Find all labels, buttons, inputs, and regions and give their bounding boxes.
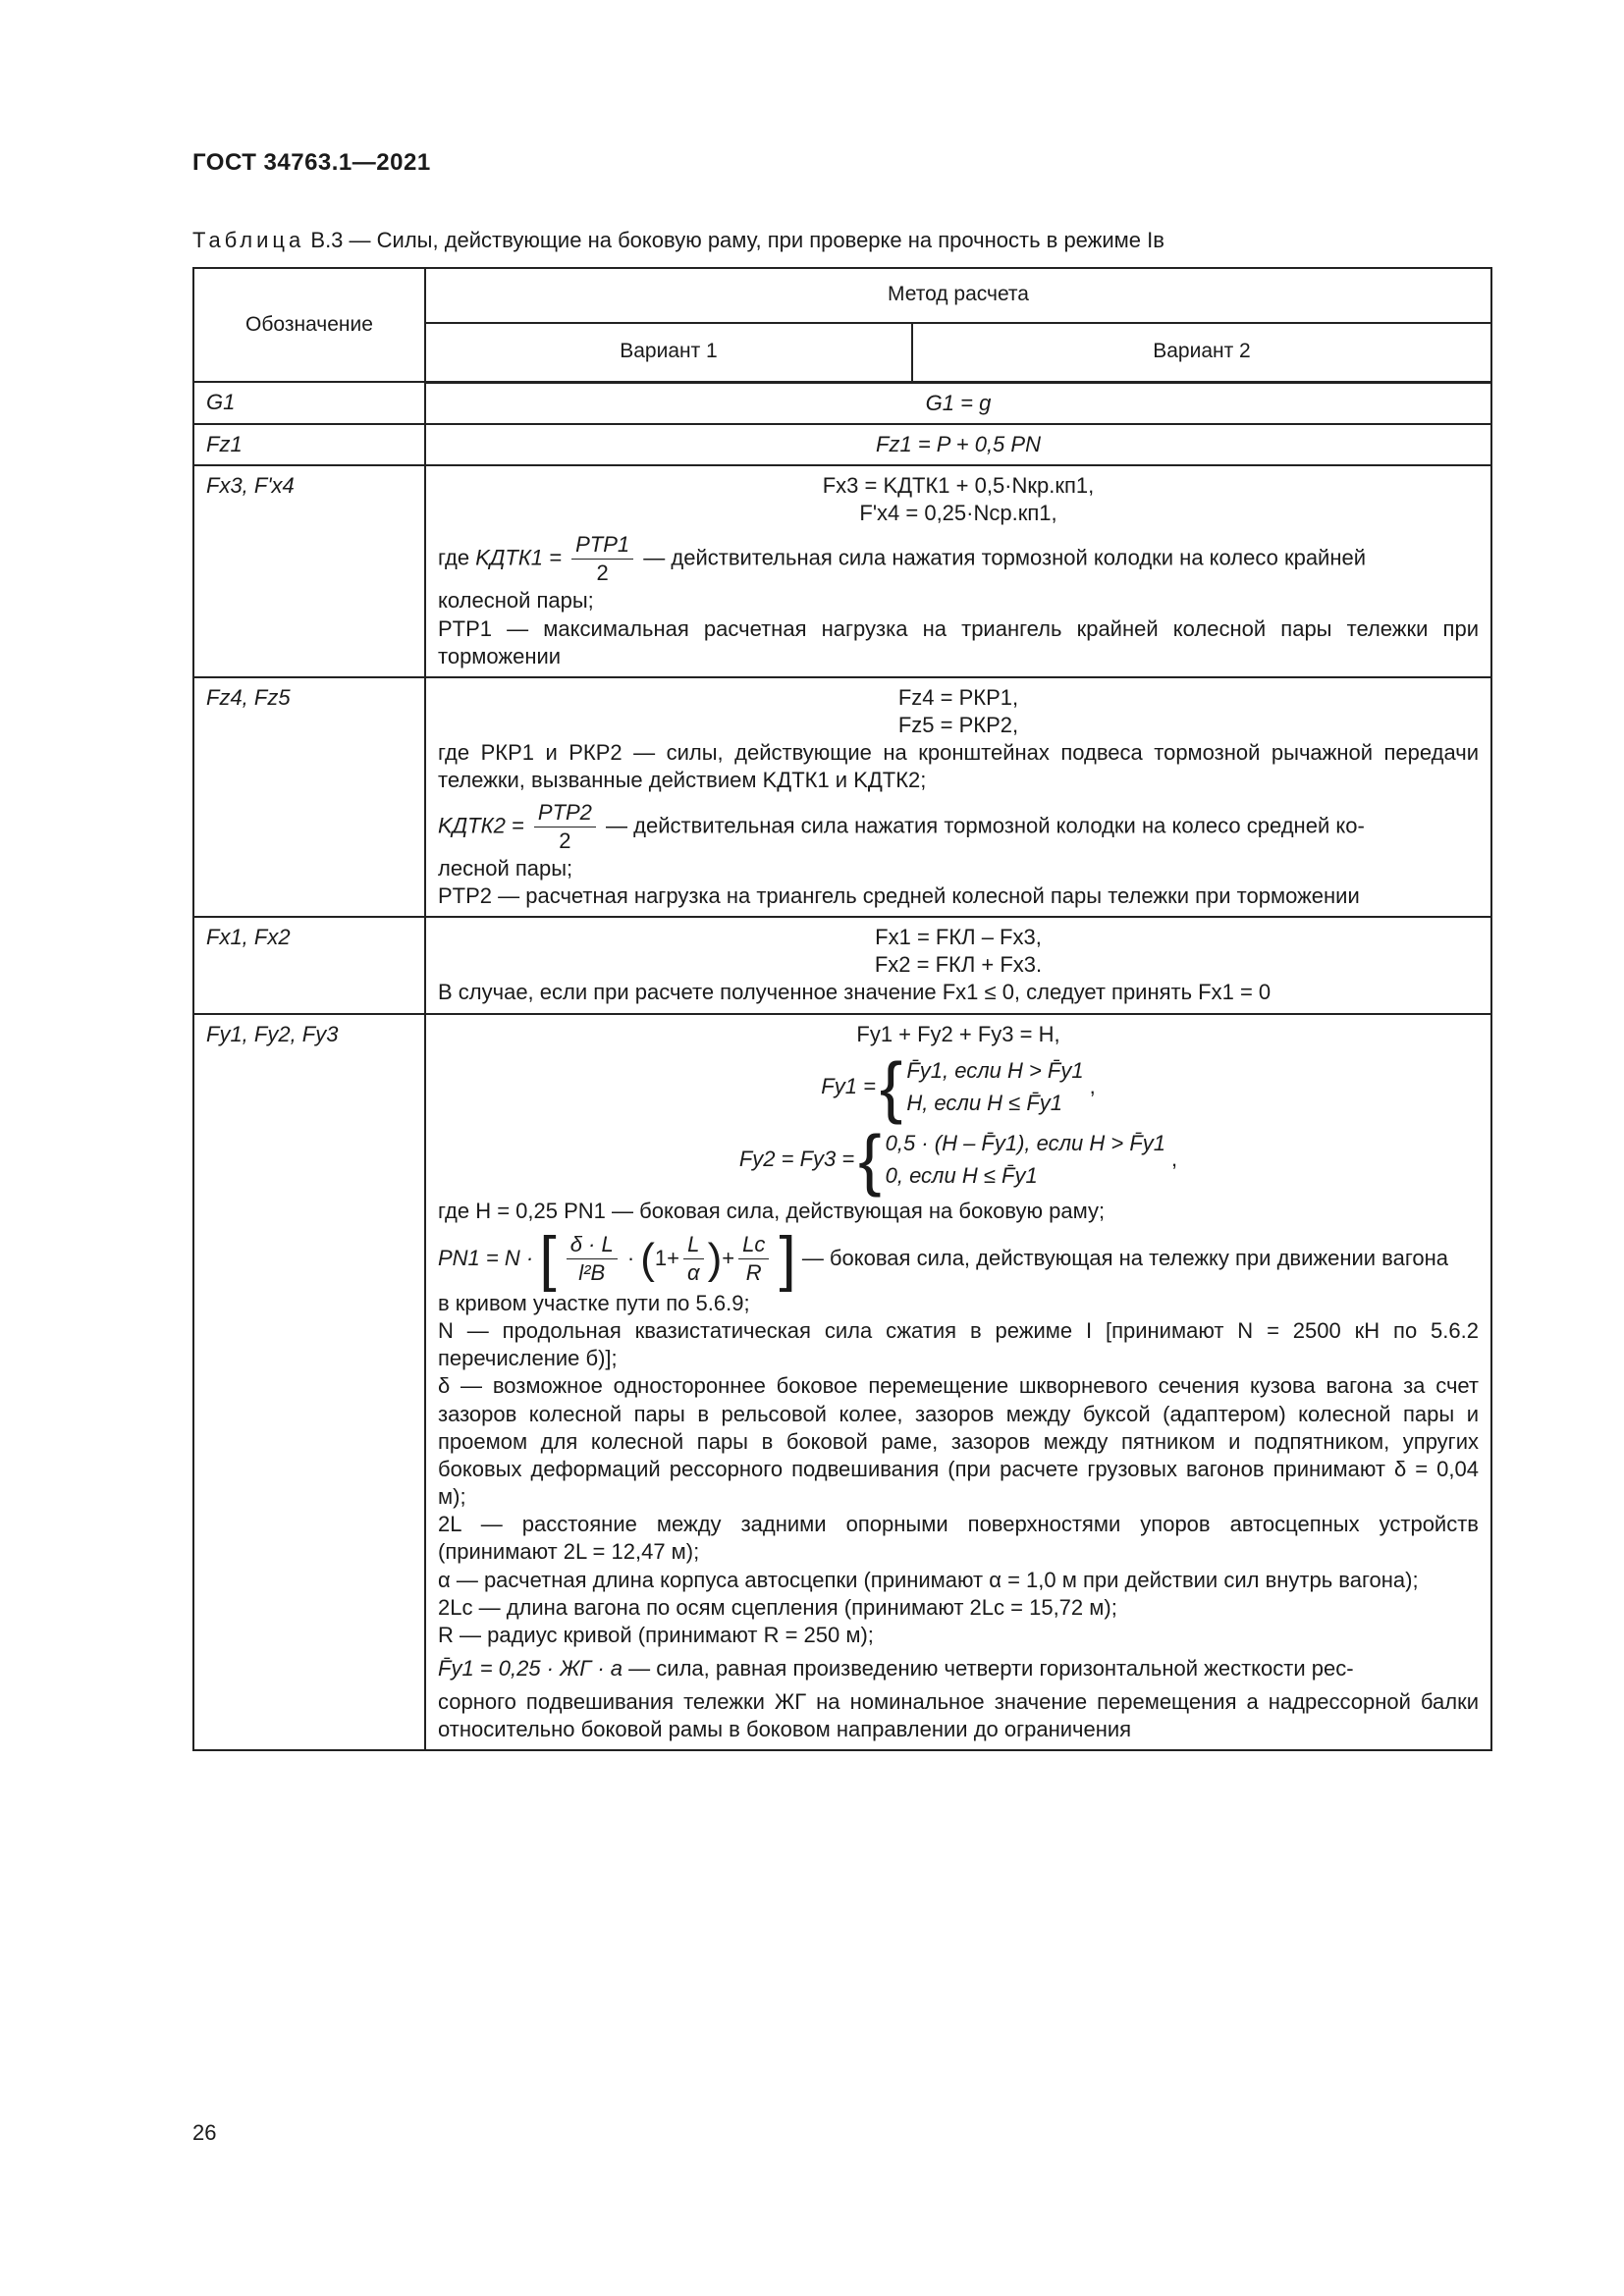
table-caption <box>192 228 1164 253</box>
text-line: 2Lс — длина вагона по осям сцепления (принимают 2Lс = 15,72 м); <box>438 1594 1117 1620</box>
row-symbol: G1 <box>193 382 425 424</box>
k-dtk1-description: — действительная сила нажатия тормозной колодки на колесо крайней <box>643 545 1367 570</box>
fy1-bar-description: — сила, равная произведению четверти горизонтальной жесткости рес- <box>628 1655 1354 1681</box>
formula-fx3: Fx3 = KДТК1 + 0,5·Nкр.кп1, <box>822 472 1095 498</box>
fraction-numerator: δ · L <box>567 1231 618 1259</box>
fraction-delta-l <box>567 1231 618 1287</box>
page-number: 26 <box>192 2120 217 2145</box>
fraction-lc-r <box>738 1231 769 1287</box>
left-brace-icon: { <box>858 1120 882 1198</box>
fraction-denominator: α <box>687 1260 700 1286</box>
table-row <box>193 917 1491 1013</box>
col-header-variant1: Вариант 1 <box>425 323 912 382</box>
fy1-lhs: Fy1 = <box>821 1073 876 1098</box>
row-content <box>425 1014 1491 1751</box>
table-row <box>193 465 1491 677</box>
text-line: лесной пары; <box>438 855 573 881</box>
text-line: В случае, если при расчете полученное значение Fx1 ≤ 0, следует принять Fx1 = 0 <box>438 980 1272 1005</box>
col-header-method: Метод расчета <box>425 268 1491 323</box>
table-row <box>193 424 1491 465</box>
formula-fz1: Fz1 = P + 0,5 PN <box>876 431 1041 456</box>
fraction-denominator: 2 <box>559 828 571 853</box>
left-brace-icon: { <box>879 1047 903 1125</box>
case-line: 0, если H ≤ F̄y1 <box>885 1162 1038 1188</box>
where-word: где <box>438 545 470 570</box>
row-content <box>425 917 1491 1013</box>
forces-table <box>192 267 1492 1751</box>
fraction-numerator: PТР2 <box>534 799 596 828</box>
text-line: PТР2 — расчетная нагрузка на триангель средней колесной пары тележки при торможении <box>438 883 1360 908</box>
pn1-lhs: PN1 = N · <box>438 1245 534 1270</box>
k-dtk1-label: KДТК1 = <box>475 545 562 570</box>
table-row <box>193 677 1491 917</box>
formula-fz4: Fz4 = PКР1, <box>897 684 1019 710</box>
formula-fz5: Fz5 = PКР2, <box>897 713 1019 738</box>
fraction-numerator: L <box>683 1231 704 1259</box>
document-code-header: ГОСТ 34763.1—2021 <box>192 149 431 176</box>
left-bracket-icon: [ <box>539 1224 557 1293</box>
pn1-description: — боковая сила, действующая на тележку при движении вагона <box>801 1245 1449 1270</box>
right-paren-icon: ) <box>707 1234 723 1283</box>
case-line: 0,5 · (H – F̄y1), если H > F̄y1 <box>885 1130 1166 1155</box>
k-dtk2-description: — действительная сила нажатия тормозной колодки на колесо средней ко- <box>606 813 1365 837</box>
text-line: PТР1 — максимальная расчетная нагрузка на триангель крайней колесной пары тележки при торможении <box>438 615 1479 668</box>
caption-label: Таблица <box>192 228 305 252</box>
row-symbol: Fz4, Fz5 <box>193 677 425 917</box>
formula-fx1: Fx1 = FКЛ – Fx3, <box>875 925 1042 950</box>
row-symbol: Fz1 <box>193 424 425 465</box>
text-line: δ — возможное одностороннее боковое перемещение шкворневого сечения кузова вагона за счет зазоров колесной пары в рельсовой колее, зазоров между буксой (адаптером) колесной пары и проемом для колесной пары в боковой раме, зазоров между пятником и подпятником, упругих боковых деформаций рессорного подвешивания (при расчете грузовых вагонов принимают δ = 0,04 м); <box>438 1373 1479 1510</box>
row-content <box>425 465 1491 677</box>
formula-g1: G1 = g <box>925 390 992 415</box>
fy2-lhs: Fy2 = Fy3 = <box>738 1146 855 1171</box>
fraction-l-alpha <box>683 1231 704 1287</box>
row-formula <box>425 424 1491 465</box>
row-symbol: Fx3, F'x4 <box>193 465 425 677</box>
case-line: H, если H ≤ F̄y1 <box>906 1090 1063 1115</box>
left-paren-icon: ( <box>640 1234 655 1283</box>
formula-fy-sum: Fy1 + Fy2 + Fy3 = H, <box>856 1021 1060 1046</box>
row-content <box>425 677 1491 917</box>
text-line: α — расчетная длина корпуса автосцепки (принимают α = 1,0 м при действии сил внутрь вагона); <box>438 1567 1419 1592</box>
fraction-denominator: l²В <box>578 1260 606 1286</box>
fraction-numerator: Lс <box>738 1231 769 1259</box>
text-line: сорного подвешивания тележки ЖГ на номинальное значение перемещения a надрессорной балки относительно боковой рамы в боковом направлении до ограничения <box>438 1689 1479 1742</box>
right-bracket-icon: ] <box>779 1224 796 1293</box>
fy1-bar-formula: F̄y1 = 0,25 · ЖГ · a <box>438 1655 623 1681</box>
fraction-denominator: R <box>745 1260 762 1286</box>
caption-text: В.3 — Силы, действующие на боковую раму, при проверке на прочность в режиме Iв <box>310 228 1164 252</box>
row-formula <box>425 382 1491 424</box>
case-line: F̄y1, если H > F̄y1 <box>906 1057 1084 1083</box>
table-row <box>193 1014 1491 1751</box>
formula-fx4: F'x4 = 0,25·Nср.кп1, <box>859 500 1057 525</box>
formula-fy2-cases: Fy2 = Fy3 = { 0,5 · (H – F̄y1), если H > F̄y1 0, если H ≤ F̄y1 , <box>738 1120 1178 1198</box>
col-header-variant2: Вариант 2 <box>912 323 1491 382</box>
text-line: где PКР1 и PКР2 — силы, действующие на кронштейнах подвеса тормозной рычажной передачи тележки, вызванные действием KДТК1 и KДТК2; <box>438 740 1479 793</box>
fraction-ptr2 <box>534 799 596 855</box>
text-line: в кривом участке пути по 5.6.9; <box>438 1290 750 1315</box>
text-line: 2L — расстояние между задними опорными поверхностями упоров автосцепных устройств (принимают 2L = 12,47 м); <box>438 1512 1479 1565</box>
formula-fx2: Fx2 = FКЛ + Fx3. <box>874 952 1043 978</box>
text-line: колесной пары; <box>438 588 594 614</box>
row-symbol: Fy1, Fy2, Fy3 <box>193 1014 425 1751</box>
text-line: R — радиус кривой (принимают R = 250 м); <box>438 1622 874 1647</box>
fraction-numerator: PТР1 <box>571 531 633 560</box>
col-header-designation: Обозначение <box>193 268 425 382</box>
fraction-denominator: 2 <box>596 561 609 586</box>
fraction-ptr1 <box>571 531 633 587</box>
table-row <box>193 382 1491 424</box>
k-dtk2-label: KДТК2 = <box>438 813 524 837</box>
row-symbol: Fx1, Fx2 <box>193 917 425 1013</box>
formula-pn1: PN1 = N · [ $\frac{\delta \cdot L}{\text{l²В}}$ · (1+ $\frac{L}{\alpha}$ )+ $\frac{Lс}{R}$ ] — боковая сила, действующая на тележку при движении вагона <box>438 1224 1449 1293</box>
text-line: N — продольная квазистатическая сила сжатия в режиме I [принимают N = 2500 кН по 5.6.2 перечисление б)]; <box>438 1318 1479 1371</box>
text-line: где H = 0,25 PN1 — боковая сила, действующая на боковую раму; <box>438 1198 1106 1223</box>
formula-fy1-cases: Fy1 = { F̄y1, если H > F̄y1 H, если H ≤ F̄y1 , <box>821 1047 1096 1125</box>
